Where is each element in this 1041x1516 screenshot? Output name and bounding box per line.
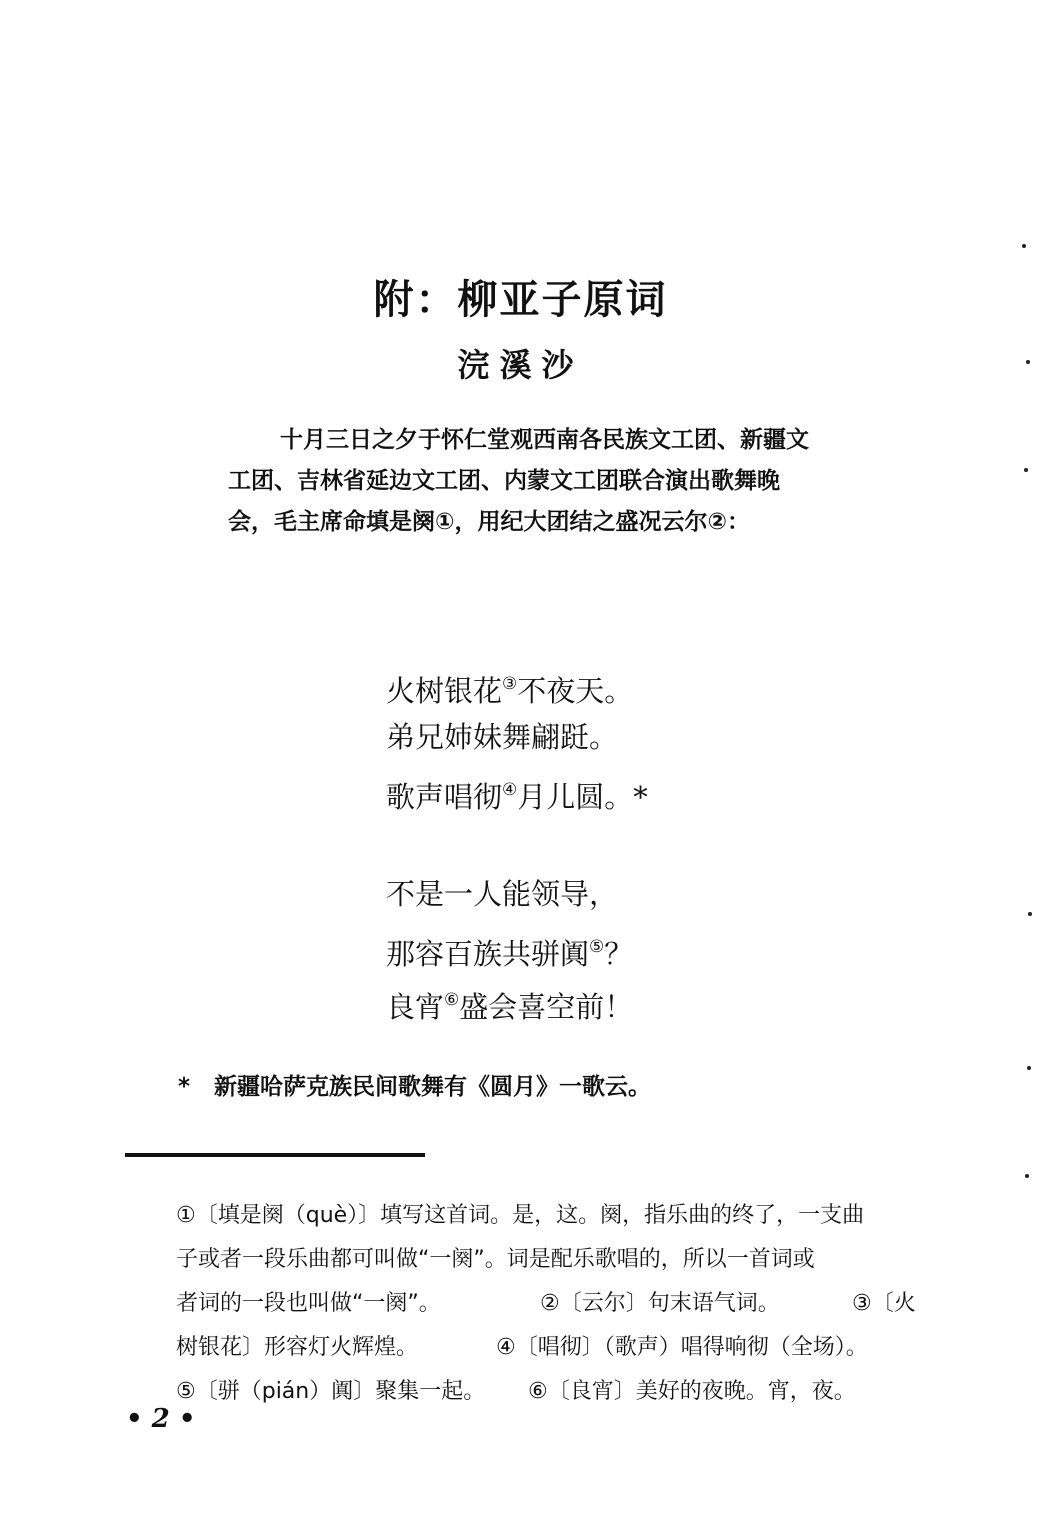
- poem-line: 那容百族共骈阗⑤？: [386, 937, 634, 971]
- poem-subtitle: 浣溪沙: [457, 346, 584, 384]
- footnote-line: 树银花〕形容灯火辉煌。 ④〔唱彻〕（歌声）唱得响彻（全场）。: [176, 1335, 868, 1360]
- asterisk-mark: *: [178, 1074, 191, 1100]
- stanza-1: [386, 658, 648, 817]
- scan-speck: [1027, 1066, 1031, 1070]
- preface-text: 十月三日之夕于怀仁堂观西南各民族文工团、新疆文工团、吉林省延边文工团、内蒙文工团联合演出歌舞晚会，毛主席命填是阕①，用纪大团结之盛况云尔②：: [228, 427, 809, 535]
- poem-line: 良宵⑥盛会喜空前！: [386, 990, 634, 1024]
- preface-paragraph: [228, 420, 818, 543]
- scan-speck: [1024, 468, 1028, 472]
- footnote-line: 者词的一段也叫做“一阕”。 ②〔云尔〕句末语气词。 ③〔火: [176, 1291, 916, 1316]
- asterisk-note: [178, 1068, 651, 1101]
- stanza-2: [386, 868, 633, 1027]
- poem-line: 不是一人能领导，: [386, 877, 619, 911]
- poem-line: 弟兄姉妹舞翩跹。: [386, 720, 619, 754]
- asterisk-note-text: 新疆哈萨克族民间歌舞有《圆月》一歌云。: [214, 1074, 651, 1100]
- footnote-line: ⑤〔骈（pián）阗〕聚集一起。 ⑥〔良宵〕美好的夜晚。宵，夜。: [176, 1379, 856, 1404]
- scan-speck: [1028, 912, 1032, 916]
- scan-speck: [1026, 360, 1030, 364]
- poem-line: 火树银花③不夜天。: [386, 674, 634, 708]
- footnote-divider: [125, 1153, 425, 1157]
- page-title: 附：柳亚子原词: [373, 277, 668, 323]
- footnote-line: ①〔填是阕（què）〕填写这首词。是，这。阕，指乐曲的终了，一支曲: [176, 1203, 865, 1228]
- footnotes: [176, 1194, 921, 1414]
- footnote-line: 子或者一段乐曲都可叫做“一阕”。词是配乐歌唱的，所以一首词或: [176, 1247, 815, 1272]
- poem-line: 歌声唱彻④月儿圆。*: [386, 780, 648, 814]
- scan-speck: [1022, 244, 1026, 248]
- scan-speck: [1025, 1174, 1029, 1178]
- page-number: • 2 •: [126, 1404, 196, 1434]
